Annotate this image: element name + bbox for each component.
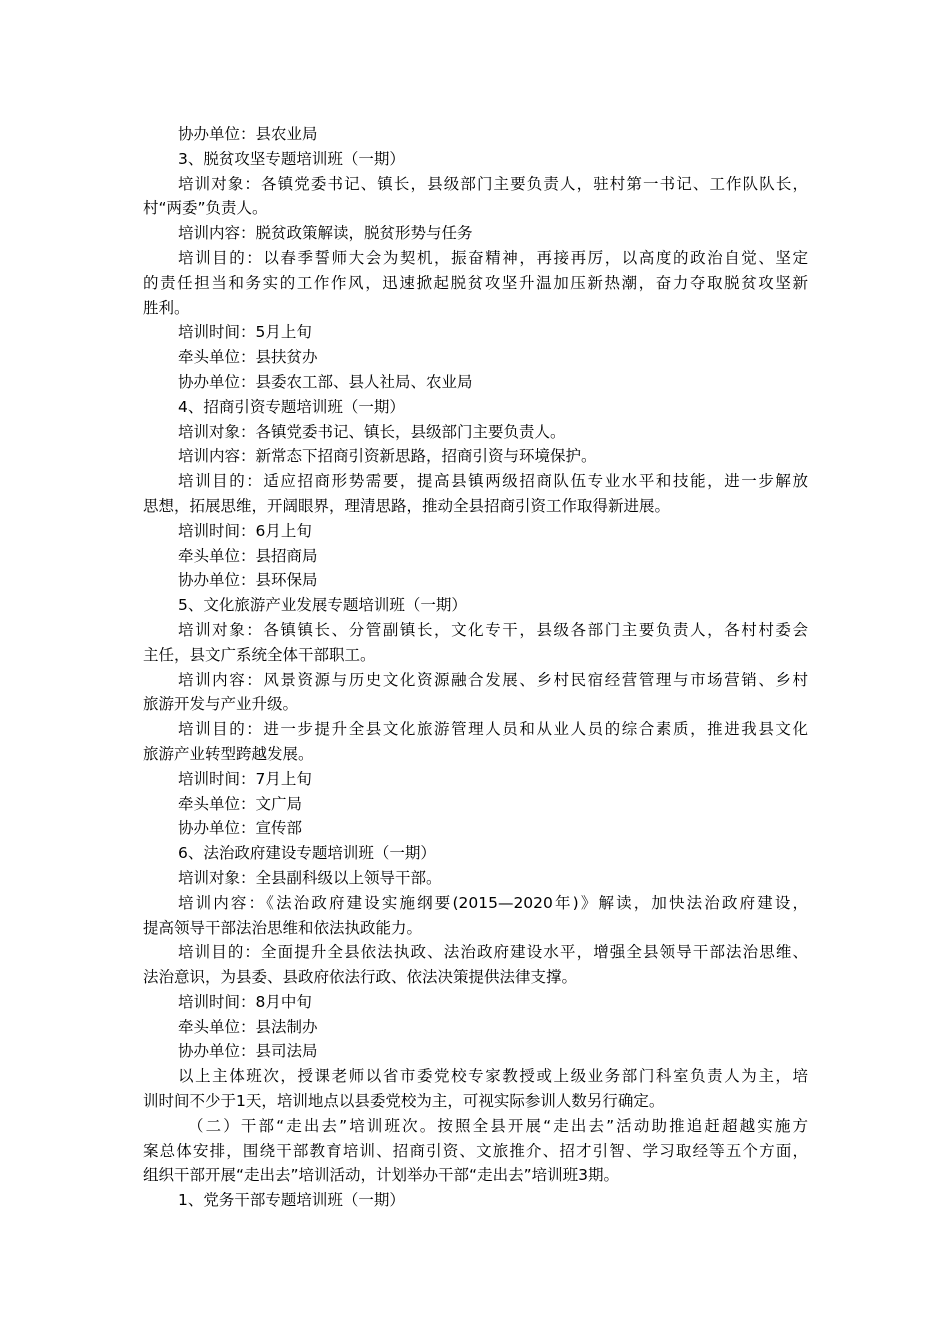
text-line: 培训目的：进一步提升全县文化旅游管理人员和从业人员的综合素质，推进我县文化: [178, 720, 808, 739]
text-line: 培训时间：5月上旬: [178, 323, 312, 342]
text-line: 组织干部开展“走出去”培训活动，计划举办干部“走出去”培训班3期。: [143, 1166, 619, 1185]
text-line: 牵头单位：县法制办: [178, 1017, 318, 1036]
text-line: 牵头单位：县扶贫办: [178, 348, 318, 367]
text-line: 培训内容：新常态下招商引资新思路，招商引资与环境保护。: [178, 447, 597, 466]
text-line: 培训内容：《法治政府建设实施纲要(2015—2020年)》解读，加快法治政府建设，: [178, 893, 808, 912]
text-line: 培训时间：8月中旬: [178, 992, 312, 1011]
text-line: 培训对象：各镇党委书记、镇长，县级部门主要负责人。: [178, 422, 566, 441]
text-line: 协办单位：县委农工部、县人社局、农业局: [178, 372, 473, 391]
section-heading: 4、招商引资专题培训班（一期）: [178, 397, 405, 416]
text-line: 协办单位：县环保局: [178, 571, 318, 590]
text-line: （二）干部“走出去”培训班次。按照全县开展“走出去”活动助推追赶超越实施方: [188, 1116, 808, 1135]
text-line: 以上主体班次，授课老师以省市委党校专家教授或上级业务部门科室负责人为主，培: [178, 1067, 808, 1086]
section-heading: 6、法治政府建设专题培训班（一期）: [178, 844, 436, 863]
text-line: 培训时间：6月上旬: [178, 521, 312, 540]
text-line: 旅游产业转型跨越发展。: [143, 744, 314, 763]
text-line: 培训目的：适应招商形势需要，提高县镇两级招商队伍专业水平和技能，进一步解放: [178, 472, 808, 491]
text-line: 牵头单位：县招商局: [178, 546, 318, 565]
text-line: 培训对象：各镇党委书记、镇长，县级部门主要负责人，驻村第一书记、工作队队长，: [178, 174, 808, 193]
text-line: 旅游开发与产业升级。: [143, 695, 299, 714]
section-heading: 3、脱贫攻坚专题培训班（一期）: [178, 149, 405, 168]
text-line: 培训时间：7月上旬: [178, 769, 312, 788]
text-line: 培训对象：全县副科级以上领导干部。: [178, 868, 442, 887]
text-line: 培训目的：全面提升全县依法执政、法治政府建设水平，增强全县领导干部法治思维、: [178, 943, 808, 962]
text-line: 的责任担当和务实的工作作风，迅速掀起脱贫攻坚升温加压新热潮，奋力夺取脱贫攻坚新: [143, 273, 808, 292]
text-line: 培训内容：风景资源与历史文化资源融合发展、乡村民宿经营管理与市场营销、乡村: [178, 670, 808, 689]
text-line: 协办单位：县农业局: [178, 125, 318, 143]
section-heading: 5、文化旅游产业发展专题培训班（一期）: [178, 596, 467, 615]
text-line: 牵头单位：文广局: [178, 794, 303, 813]
text-line: 法治意识，为县委、县政府依法行政、依法决策提供法律支撑。: [143, 968, 578, 987]
text-line: 胜利。: [143, 298, 190, 317]
text-line: 思想，拓展思维，开阔眼界，理清思路，推动全县招商引资工作取得新进展。: [143, 496, 671, 515]
text-line: 提高领导干部法治思维和依法执政能力。: [143, 918, 423, 937]
text-line: 主任，县文广系统全体干部职工。: [143, 645, 376, 664]
document-body: [143, 122, 808, 1213]
text-line: 培训目的：以春季誓师大会为契机，振奋精神，再接再厉，以高度的政治自觉、坚定: [178, 248, 808, 267]
text-line: 协办单位：宣传部: [178, 819, 303, 838]
section-heading: 1、党务干部专题培训班（一期）: [178, 1191, 405, 1210]
text-line: 训时间不少于1天，培训地点以县委党校为主，可视实际参训人数另行确定。: [143, 1092, 665, 1111]
text-line: 培训对象：各镇镇长、分管副镇长，文化专干，县级各部门主要负责人，各村村委会: [178, 620, 808, 639]
text-line: 协办单位：县司法局: [178, 1042, 318, 1061]
text-line: 案总体安排，围绕干部教育培训、招商引资、文旅推介、招才引智、学习取经等五个方面，: [143, 1141, 808, 1160]
text-line: 培训内容：脱贫政策解读，脱贫形势与任务: [178, 224, 473, 243]
text-line: 村“两委”负责人。: [143, 199, 268, 218]
